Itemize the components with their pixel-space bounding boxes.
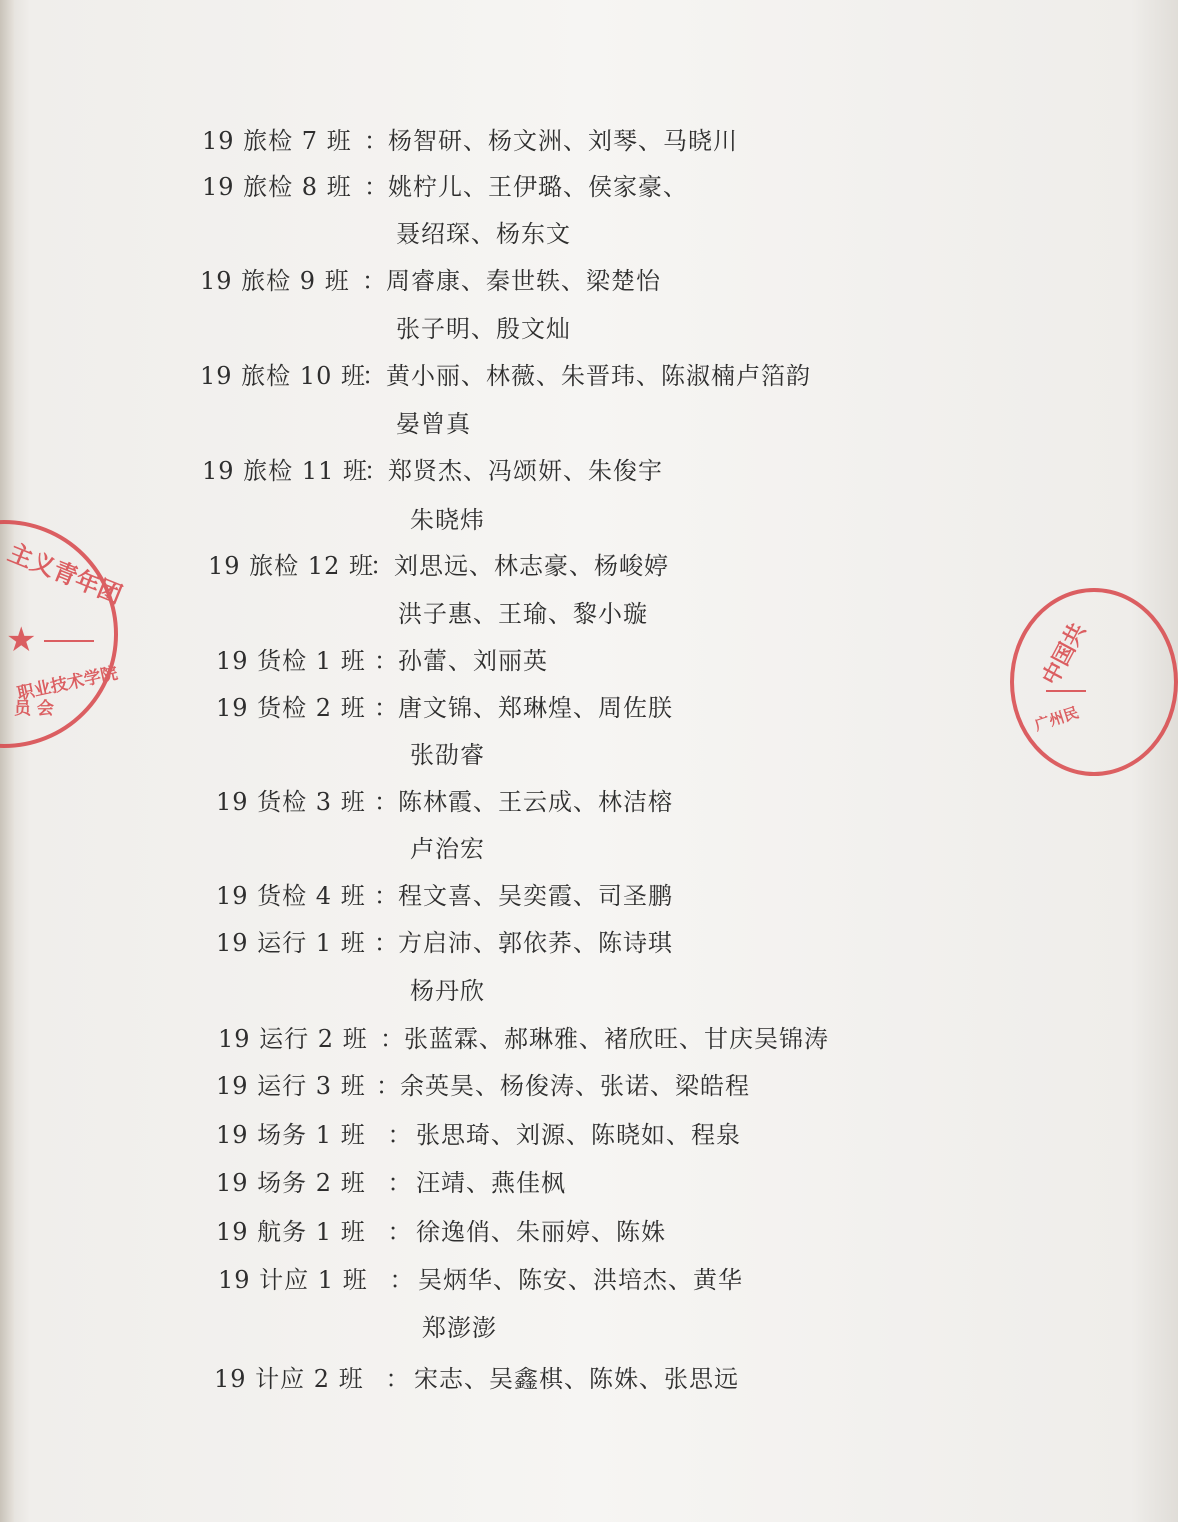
student-names-continued: 洪子惠、王瑜、黎小璇 xyxy=(398,599,648,628)
right-seal-line1: 广州民 xyxy=(1032,703,1081,735)
class-name: 19 旅检 7 班 xyxy=(202,126,352,155)
student-names: 郑贤杰、冯颂妍、朱俊宇 xyxy=(388,456,663,485)
class-name: 19 旅检 10 班 xyxy=(200,361,366,390)
colon: ： xyxy=(362,361,387,390)
roster-row xyxy=(200,353,811,393)
student-names-continued: 杨丹欣 xyxy=(410,976,485,1005)
student-names-continued: 张子明、殷文灿 xyxy=(396,314,571,343)
class-name: 19 航务 1 班 xyxy=(216,1217,366,1246)
class-name: 19 旅检 12 班 xyxy=(208,551,374,580)
colon: ： xyxy=(374,787,399,816)
colon: ： xyxy=(364,172,389,201)
roster-row xyxy=(214,1356,739,1396)
class-name: 19 计应 2 班 xyxy=(214,1364,364,1393)
student-names: 周睿康、秦世轶、梁楚怡 xyxy=(386,266,661,295)
right-official-seal xyxy=(1010,588,1178,776)
right-seal-line xyxy=(1046,690,1086,692)
student-names: 张蓝霖、郝琳雅、褚欣旺、甘庆吴锦涛 xyxy=(404,1024,829,1053)
left-seal-arc-text: 主义青年团 xyxy=(4,538,126,610)
paper-edge xyxy=(0,0,14,1522)
roster-row xyxy=(216,1209,666,1249)
student-names-continued: 卢治宏 xyxy=(410,834,485,863)
roster-row xyxy=(202,164,688,204)
class-name: 19 场务 1 班 xyxy=(216,1120,366,1149)
roster-row xyxy=(208,543,669,583)
roster-row xyxy=(216,1063,750,1103)
class-name: 19 场务 2 班 xyxy=(216,1168,366,1197)
class-name: 19 运行 3 班 xyxy=(216,1071,366,1100)
colon: ： xyxy=(380,1024,405,1053)
student-names: 黄小丽、林薇、朱晋玮、陈淑楠卢箔韵 xyxy=(386,361,811,390)
class-name: 19 货检 2 班 xyxy=(216,693,366,722)
student-names: 杨智研、杨文洲、刘琴、马晓川 xyxy=(388,126,738,155)
roster-row xyxy=(202,118,738,158)
student-names: 宋志、吴鑫棋、陈姝、张思远 xyxy=(414,1364,739,1393)
roster-row xyxy=(216,920,673,960)
student-names: 吴炳华、陈安、洪培杰、黄华 xyxy=(418,1265,743,1294)
left-official-seal xyxy=(0,520,126,748)
class-name: 19 旅检 8 班 xyxy=(202,172,352,201)
student-names-continued: 张劭睿 xyxy=(410,740,485,769)
class-name: 19 旅检 11 班 xyxy=(202,456,368,485)
class-name: 19 货检 3 班 xyxy=(216,787,366,816)
roster-row xyxy=(216,638,548,678)
roster-row xyxy=(216,1112,741,1152)
colon: ： xyxy=(385,1364,411,1393)
student-names-continued: 郑澎澎 xyxy=(422,1313,497,1342)
colon: ： xyxy=(374,646,399,675)
colon: ： xyxy=(387,1168,413,1197)
left-seal-line xyxy=(44,640,94,642)
colon: ： xyxy=(370,551,395,580)
student-names: 方启沛、郭依荞、陈诗琪 xyxy=(398,928,673,957)
colon: ： xyxy=(374,928,399,957)
student-names: 张思琦、刘源、陈晓如、程泉 xyxy=(416,1120,741,1149)
student-names: 姚柠儿、王伊璐、侯家豪、 xyxy=(388,172,688,201)
roster-row xyxy=(218,1016,829,1056)
student-names-continued: 朱晓炜 xyxy=(410,505,485,534)
star-icon: ★ xyxy=(6,620,37,660)
colon: ： xyxy=(387,1120,413,1149)
student-names: 徐逸俏、朱丽婷、陈姝 xyxy=(416,1217,666,1246)
student-names: 汪靖、燕佳枫 xyxy=(416,1168,566,1197)
class-name: 19 货检 1 班 xyxy=(216,646,366,675)
colon: ： xyxy=(374,693,399,722)
roster-row xyxy=(216,1160,566,1200)
roster-row xyxy=(200,258,661,298)
colon: ： xyxy=(362,266,387,295)
roster-row xyxy=(202,448,663,488)
colon: ： xyxy=(376,1071,401,1100)
colon: ： xyxy=(364,126,389,155)
colon: ： xyxy=(389,1265,415,1294)
student-names-continued: 聂绍琛、杨东文 xyxy=(396,219,571,248)
student-names: 孙蕾、刘丽英 xyxy=(398,646,548,675)
left-seal-line2: 员 会 xyxy=(14,699,54,719)
student-names-continued: 晏曾真 xyxy=(396,409,471,438)
roster-row xyxy=(216,685,673,725)
student-names: 刘思远、林志豪、杨峻婷 xyxy=(394,551,669,580)
roster-row xyxy=(216,779,673,819)
right-seal-arc-text: 中国共 xyxy=(1038,619,1092,690)
student-names: 程文喜、吴奕霞、司圣鹏 xyxy=(398,881,673,910)
student-names: 唐文锦、郑琳煌、周佐朕 xyxy=(398,693,673,722)
class-name: 19 运行 2 班 xyxy=(218,1024,368,1053)
student-names: 陈林霞、王云成、林洁榕 xyxy=(398,787,673,816)
class-name: 19 计应 1 班 xyxy=(218,1265,368,1294)
colon: ： xyxy=(387,1217,413,1246)
colon: ： xyxy=(374,881,399,910)
roster-row xyxy=(216,873,673,913)
class-name: 19 旅检 9 班 xyxy=(200,266,350,295)
colon: ： xyxy=(364,456,389,485)
left-seal-line1: 职业技术学院 xyxy=(15,663,120,705)
class-name: 19 货检 4 班 xyxy=(216,881,366,910)
class-name: 19 运行 1 班 xyxy=(216,928,366,957)
roster-row xyxy=(218,1257,743,1297)
student-names: 余英昊、杨俊涛、张诺、梁皓程 xyxy=(400,1071,750,1100)
